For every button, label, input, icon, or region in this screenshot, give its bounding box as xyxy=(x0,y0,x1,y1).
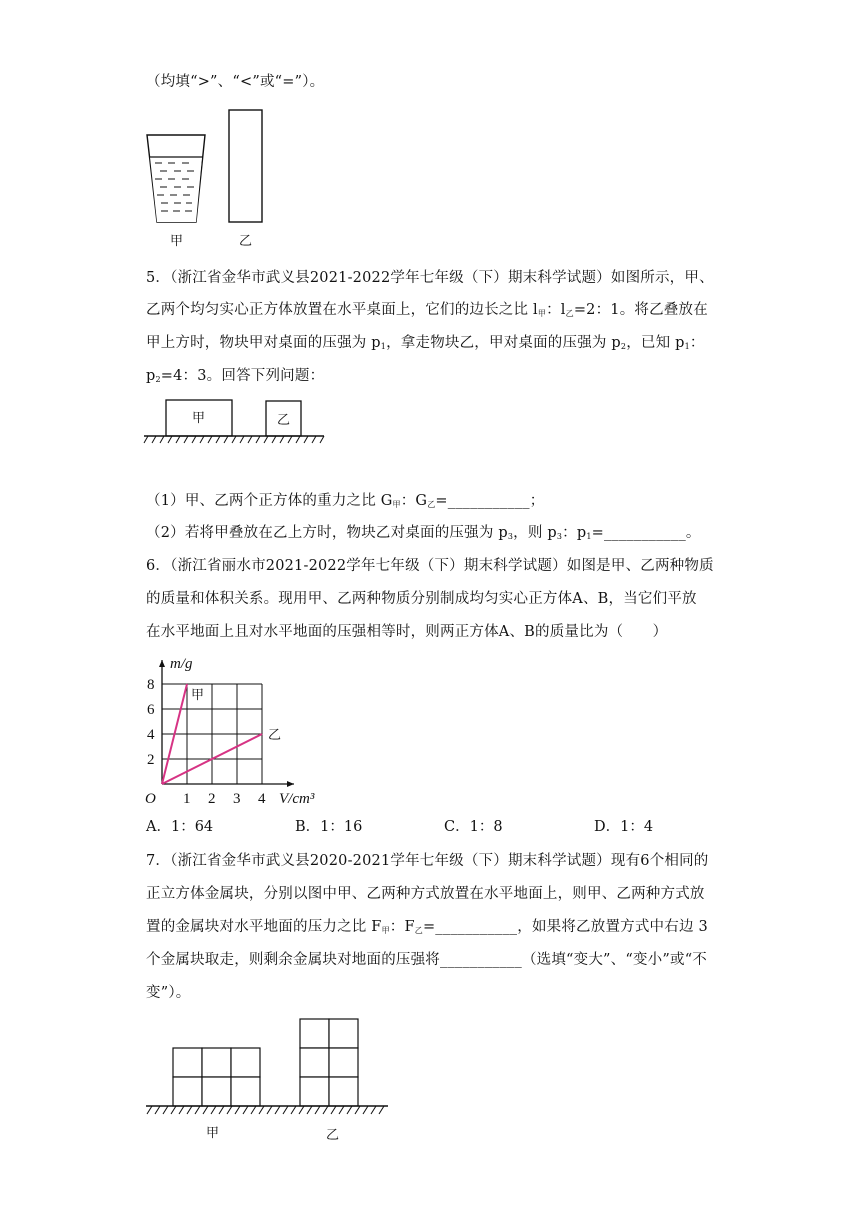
q4-figure xyxy=(140,105,280,255)
q4-instruction: （均填“>”、“<”或“=”）。 xyxy=(146,74,325,90)
series-label-jia: 甲 xyxy=(191,688,205,703)
q6-line2: 的质量和体积关系。现用甲、乙两种物质分别制成均匀实心正方体A、B，当它们平放 xyxy=(146,591,697,607)
origin-label: O xyxy=(145,791,156,807)
x-tick-label: 1 xyxy=(183,791,191,807)
ground-hatching-q7 xyxy=(147,1106,384,1114)
q7-line4: 个金属块取走，则剩余金属块对地面的压强将___________（选填“变大”、“变小”或“不 xyxy=(146,952,708,968)
q5-sub1: （1）甲、乙两个正方体的重力之比 $G_甲$：$G_乙=\_\_\_\_\_\_\_\_\_\_\_$； xyxy=(146,493,545,509)
y-tick-label: 2 xyxy=(147,752,155,768)
y-tick-label: 6 xyxy=(147,702,155,718)
q5-figure-final xyxy=(144,398,334,450)
cup-label: 甲 xyxy=(170,234,184,249)
q7-line3: 置的金属块对水平地面的压力之比 $F_甲$：$F_乙=\_\_\_\_\_\_\_\_\_\_\_$，如果将乙放置方式中右边 3 xyxy=(146,919,708,935)
q6-line1: 6．（浙江省丽水市2021-2022学年七年级（下）期末科学试题）如图是甲、乙两种物质 xyxy=(146,558,714,574)
x-tick-label: 4 xyxy=(258,791,266,807)
x-tick-label: 2 xyxy=(208,791,216,807)
q7-label-jia: 甲 xyxy=(206,1126,220,1141)
x-axis-label: V/cm³ xyxy=(279,791,315,807)
y-tick-label: 8 xyxy=(147,677,155,693)
q5-line1: 5．（浙江省金华市武义县2021-2022学年七年级（下）期末科学试题）如图所示，甲、 xyxy=(146,270,714,286)
q5-line4: $p_2=4$：3。回答下列问题： xyxy=(146,368,325,384)
q5-sub2: （2）若将甲叠放在乙上方时，物块乙对桌面的压强为 $p_3$，则 $p_3$：$p_1=\_\_\_\_\_\_\_\_\_\_\_$。 xyxy=(146,525,701,541)
mass-volume-chart xyxy=(140,650,340,810)
chart-axes xyxy=(159,660,294,787)
x-tick-label: 3 xyxy=(233,791,241,807)
q7-line5: 变”）。 xyxy=(146,985,191,1001)
option-d[interactable]: D．1：4 xyxy=(594,819,654,835)
q7-line2: 正立方体金属块，分别以图中甲、乙两种方式放置在水平地面上，则甲、乙两种方式放 xyxy=(146,886,705,902)
option-a[interactable]: A．1：64 xyxy=(146,819,214,835)
blocks-jia xyxy=(173,1048,260,1106)
option-c[interactable]: C．1：8 xyxy=(444,819,503,835)
cube-yi-label: 乙 xyxy=(277,413,291,428)
series-label-yi: 乙 xyxy=(268,728,282,743)
y-tick-label: 4 xyxy=(147,727,155,743)
cube-jia-label: 甲 xyxy=(192,411,206,426)
y-axis-arrow xyxy=(159,660,165,667)
option-b[interactable]: B．1：16 xyxy=(295,819,363,835)
q7-line1: 7．（浙江省金华市武义县2020-2021学年七年级（下）期末科学试题）现有6个相同的 xyxy=(146,853,709,869)
chart-grid xyxy=(162,684,262,784)
q6-line3: 在水平地面上且对水平地面的压强相等时，则两正方体A、B的质量比为（ ） xyxy=(146,624,668,640)
tall-bar xyxy=(229,110,262,222)
q7-figure xyxy=(144,1015,394,1145)
bar-label: 乙 xyxy=(239,234,253,249)
q5-line3: 甲上方时，物块甲对桌面的压强为 $p_1$，拿走物块乙，甲对桌面的压强为 $p_2$，已知 $p_1$： xyxy=(146,335,705,351)
blocks-yi xyxy=(300,1019,358,1106)
q5-line2: 乙两个均匀实心正方体放置在水平桌面上，它们的边长之比 $l_甲$：$l_乙=2$：1。将乙叠放在 xyxy=(146,302,708,318)
q7-label-yi: 乙 xyxy=(326,1128,340,1143)
y-axis-label: m/g xyxy=(170,656,193,672)
x-axis-arrow xyxy=(287,781,294,787)
